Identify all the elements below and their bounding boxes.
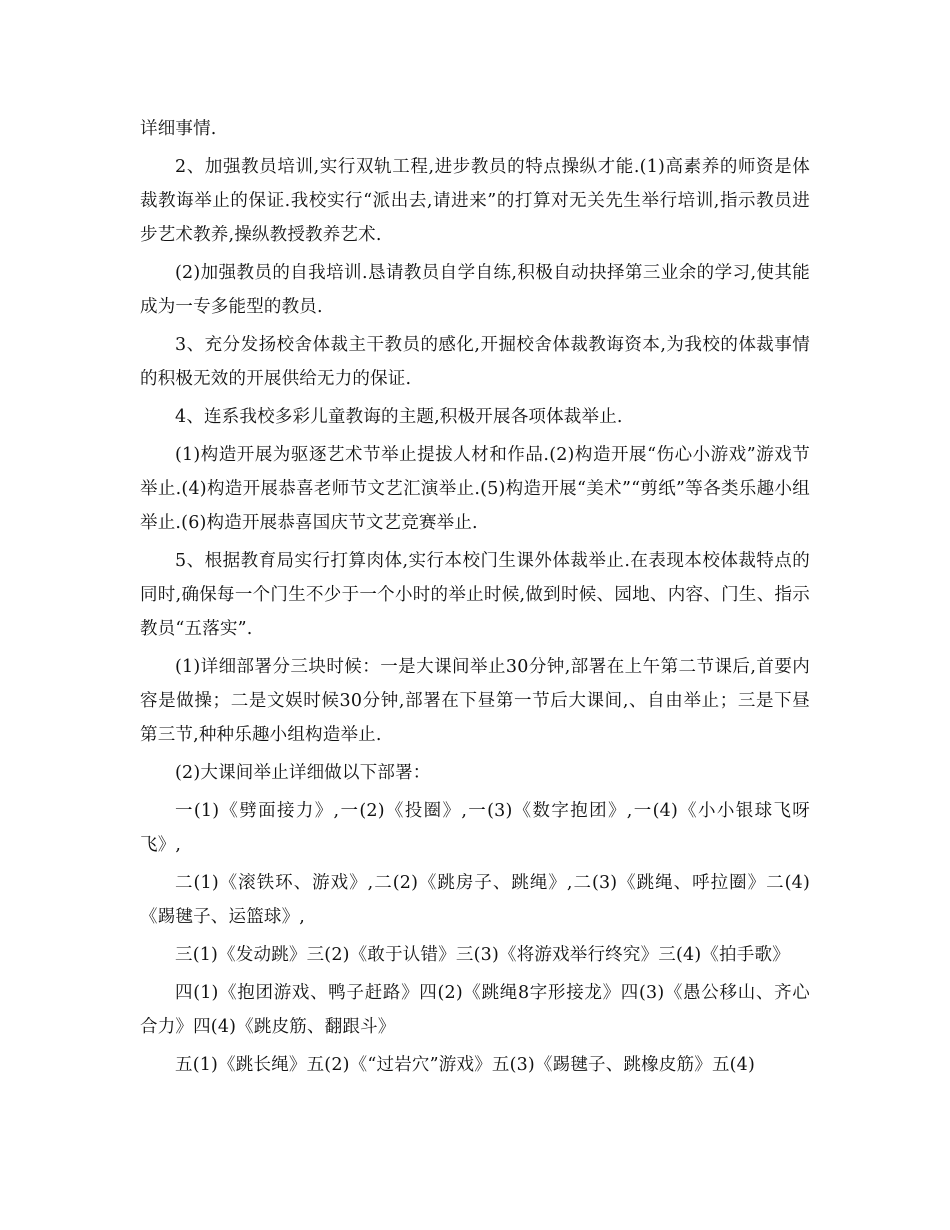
paragraph-activity-list: (1)构造开展为驱逐艺术节举止提拔人材和作品.(2)构造开展“伤心小游戏”游戏节举止.(4)构造开展恭喜老师节文艺汇演举止.(5)构造开展“美术”“剪纸”等各类乐趣小组举止.(6)构造开展恭喜国庆节文艺竞赛举止. xyxy=(140,445,810,533)
paragraph-grade-3: 三(1)《发动跳》三(2)《敢于认错》三(3)《将游戏举行终究》三(4)《拍手歌》 xyxy=(175,945,790,965)
paragraph-item-3-backbone: 3、充分发扬校舍体裁主干教员的感化,开掘校舍体裁教诲资本,为我校的体裁事情的积极无效的开展供给无力的保证. xyxy=(140,335,810,389)
paragraph-item-5-extracurricular: 5、根据教育局实行打算肉体,实行本校门生课外体裁举止.在表现本校体裁特点的同时,确保每一个门生不少于一个小时的举止时候,做到时候、园地、内容、门生、指示教员“五落实”. xyxy=(140,551,810,639)
paragraph-grade-1: 一(1)《劈面接力》,一(2)《投圈》,一(3)《数字抱团》,一(4)《小小银球飞呀飞》, xyxy=(140,801,810,855)
paragraph-self-training: (2)加强教员的自我培训.恳请教员自学自练,积极自动抉择第三业余的学习,使其能成为一专多能型的教员. xyxy=(140,263,810,317)
paragraph-item-2-training: 2、加强教员培训,实行双轨工程,进步教员的特点操纵才能.(1)高素养的师资是体裁教诲举止的保证.我校实行“派出去,请进来”的打算对无关先生举行培训,指示教员进步艺术教养,操纵教授教养艺术. xyxy=(140,157,810,245)
paragraph-grade-2: 二(1)《滚铁环、游戏》,二(2)《跳房子、跳绳》,二(3)《跳绳、呼拉圈》二(4)《踢毽子、运篮球》, xyxy=(140,873,810,927)
paragraph-grade-4: 四(1)《抱团游戏、鸭子赶路》四(2)《跳绳8字形接龙》四(3)《愚公移山、齐心合力》四(4)《跳皮筋、翻跟斗》 xyxy=(140,983,810,1037)
paragraph-grade-5: 五(1)《跳长绳》五(2)《“过岩穴”游戏》五(3)《踢毽子、跳橡皮筋》五(4) xyxy=(175,1055,756,1075)
document-page xyxy=(140,112,810,1086)
paragraph-break-arrangement: (2)大课间举止详细做以下部署： xyxy=(175,763,431,783)
paragraph-item-4-activities: 4、连系我校多彩儿童教诲的主题,积极开展各项体裁举止. xyxy=(175,407,623,427)
paragraph-schedule: (1)详细部署分三块时候：一是大课间举止30分钟,部署在上午第二节课后,首要内容是做操；二是文娱时候30分钟,部署在下昼第一节后大课间,、自由举止；三是下昼第三节,种种乐趣小组构造举止. xyxy=(140,657,810,745)
paragraph-continuation: 详细事情. xyxy=(140,119,217,139)
